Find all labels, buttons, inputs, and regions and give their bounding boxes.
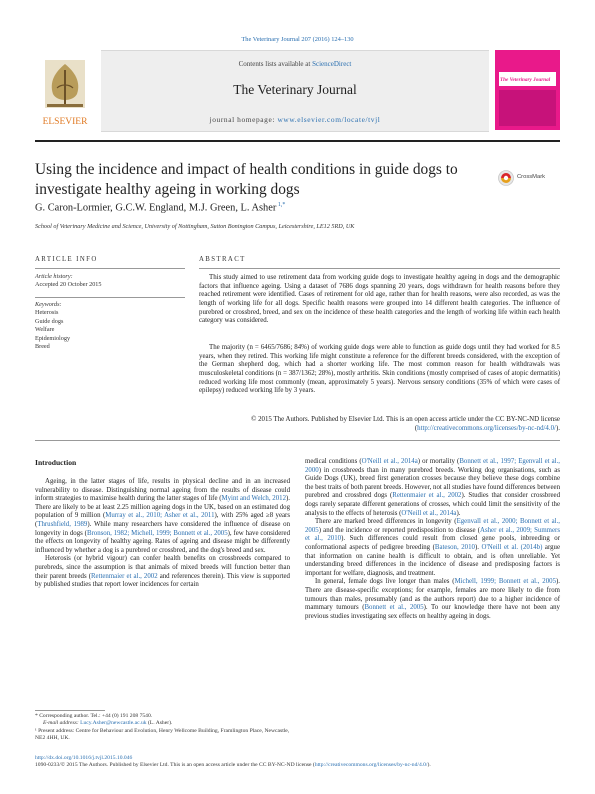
- doi-link[interactable]: http://dx.doi.org/10.1016/j.tvjl.2015.10.046: [35, 755, 133, 761]
- crossmark-label: CrossMark: [517, 174, 546, 180]
- intro-paragraph-4: There are marked breed differences in longevity (Egenvall et al., 2000; Bonnett et al., 2005) and the incidence or reported predisposition to disease (Asher et al., 2009; Summers et al., 2010). Such differences could result from closed gene pools, inbreeding or conformational aspects of pedigree breeding (Bateson, 2010). O'Neill et al. (2014b) argue that information on canine health is difficult to obtain, and is often unreliable. Yet understanding breed differences in the incidence of disease and predisposing factors is important for welfare, diagnosis, and treatment.: [305, 518, 561, 577]
- journal-citation[interactable]: The Veterinary Journal 207 (2016) 124–130: [241, 36, 354, 43]
- issn-license-link[interactable]: http://creativecommons.org/licenses/by-nc-nd/4.0/: [314, 762, 428, 769]
- intro-paragraph-3: medical conditions (O'Neill et al., 2014a) or mortality (Bonnett et al., 1997; Egenvall et al., 2000) in crossbreeds than in many purebred breeds. Working dog organisations, such as Guide Dogs (UK), breed first generation crosses because they believe these dogs combine the best traits of both parent breeds. However, not all studies have found differences between purebred and crossbred dogs (Rettenmaier et al., 2002). Studies that consider crossbreed dogs rarely separate different generations of crosses, which could limit the sensitivity of the analysis to the effects of heterosis (O'Neill et al., 2014a).: [305, 458, 560, 517]
- history-label: Article history:: [35, 273, 73, 280]
- keywords-block: [35, 301, 185, 351]
- article-info-rule: [35, 268, 185, 269]
- sciencedirect-link[interactable]: ScienceDirect: [312, 60, 352, 68]
- footnotes: [35, 713, 290, 743]
- email-note: [35, 720, 290, 727]
- abstract-paragraph: This study aimed to use retirement data from working guide dogs to investigate healthy ageing in dogs and the demographic factors that influence ageing. Using a dataset of 7686 dogs spanning 20 years, dogs withdrawn for health reasons before they reached retirement were identified. Cases of retirement for old age, rather than for health reasons, were also recorded, as was the length of working life for all dogs. Specific health reasons were grouped into 14 different health categories. The influence of purebred or crossbred, breed, and sex on the incidence of these health categories and the length of working life within each health category was considered.: [199, 274, 560, 325]
- intro-paragraph-5: In general, female dogs live longer than males (Michell, 1999; Bonnett et al., 2005). There are disease-specific exceptions; for example, females are more likely to die from tumours than males, presumably (and as the authors report) due to a higher incidence of mammary tumours (Bonnett et al., 2005). To our knowledge there have not been any previous studies investigating sex effects on healthy ageing in dogs.: [305, 578, 560, 620]
- article-info-heading: ARTICLE INFO: [35, 256, 98, 263]
- corresponding-author-note: * Corresponding author. Tel.: +44 (0) 191 208 7540.: [35, 713, 153, 719]
- license-text: © 2015 The Authors. Published by Elsevier Ltd. This is an open access article under the CC BY-NC-ND license (: [251, 416, 560, 432]
- abstract-bottom-rule: [35, 440, 560, 441]
- email-link[interactable]: Lucy.Asher@newcastle.ac.uk: [80, 720, 147, 727]
- author-marks[interactable]: 1,*: [276, 202, 286, 208]
- keywords-label: Keywords:: [35, 301, 62, 308]
- bottom-publication-info: [35, 755, 560, 770]
- journal-header: [35, 50, 560, 130]
- authors: G. Caron-Lormier, G.C.W. England, M.J. Green, L. Asher: [35, 202, 277, 214]
- journal-title: The Veterinary Journal: [233, 82, 357, 97]
- contents-prefix: Contents lists available at: [238, 60, 313, 68]
- header-rule: [35, 140, 560, 142]
- cover-image-block: [499, 90, 556, 126]
- footnote-rule: [35, 710, 105, 711]
- crossmark-icon: [498, 170, 514, 186]
- email-suffix: (L. Asher).: [146, 720, 173, 727]
- license-link[interactable]: http://creativecommons.org/licenses/by-nc-nd/4.0/: [417, 424, 556, 432]
- homepage-prefix: journal homepage:: [209, 115, 278, 124]
- elsevier-logo-icon: [35, 50, 95, 130]
- masthead-box: [101, 50, 489, 132]
- article-history: [35, 273, 185, 290]
- homepage-link[interactable]: www.elsevier.com/locate/tvjl: [277, 115, 381, 124]
- intro-paragraph-1: Ageing, in the latter stages of life, results in physical decline and in an increased vulnerability to disease. Distinguishing normal ageing from the results of disease could inform strategies to maximise health during the latter stages of life (Myint and Welch, 2012). There are likely to be at least 2.25 million ageing dogs in the UK, based on an estimated dog population of 9 million (Murray et al., 2010; Asher et al., 2011), with 25% aged ≥8 years (Thrushfield, 1989). While many researchers have considered the influence of disease on longevity in dogs (Bronson, 1982; Michell, 1999; Bonnett et al., 2005), few have considered the effects on longevity of healthy ageing. Rates of ageing and disease might be differently influenced by whether a dog is a purebred or crossbred, and the dog's breed and sex.: [35, 478, 291, 554]
- keyword: Guide dogs: [35, 317, 64, 325]
- intro-right-column: [305, 458, 560, 621]
- history-rule: [35, 297, 185, 298]
- keyword: Breed: [35, 343, 50, 351]
- abstract-heading: ABSTRACT: [199, 256, 246, 263]
- article-title: Using the incidence and impact of health conditions in guide dogs to investigate healthy ageing in working dogs: [35, 161, 458, 198]
- affiliation: School of Veterinary Medicine and Science, University of Nottingham, Sutton Bonington Campus, Leicestershire, LE12 5RD, UK: [35, 223, 355, 230]
- keyword: Welfare: [35, 326, 55, 334]
- journal-cover-thumbnail: [495, 50, 560, 130]
- publisher-logo-text: ELSEVIER: [42, 117, 88, 127]
- abstract-paragraph: The majority (n = 6465/7686; 84%) of working guide dogs were able to function as guide dogs until they had worked for 8.5 years, when they retired. This working life might constitute a reference for the different breeds considered, with the exception of the German shepherd dog, which had a shorter working life. The most common reason for health withdrawals was musculoskeletal conditions (n = 387/1362; 28%), mostly arthritis. Skin conditions (mostly comprised of cases of atopic dermatitis) reduced working life most commonly (mean, approximately 5 years). Nervous sensory conditions (35% of which were cases of epilepsy) reduced working life by 3 years.: [199, 344, 560, 395]
- contents-line: [101, 60, 489, 68]
- issn-end: ).: [427, 762, 431, 769]
- license-end: ).: [555, 424, 560, 432]
- intro-left-column: [35, 478, 290, 590]
- present-address-note: ¹ Present address: Centre for Behaviour and Evolution, Henry Wellcome Building, Framlington Place, Newcastle, NE2 4HH, UK.: [35, 727, 290, 742]
- journal-homepage: [101, 115, 489, 124]
- introduction-heading: Introduction: [35, 458, 77, 467]
- issn-text: 1090-0233/© 2015 The Authors. Published by Elsevier Ltd. This is an open access article under the CC BY-NC-ND license (: [35, 762, 315, 769]
- keyword: Epidemiology: [35, 334, 71, 342]
- license-statement: [199, 416, 560, 433]
- cover-title: The Veterinary Journal: [500, 77, 551, 83]
- email-label: E-mail address:: [43, 720, 81, 727]
- abstract-rule: [199, 268, 560, 269]
- intro-paragraph-2: Heterosis (or hybrid vigour) can confer health benefits on crossbreeds compared to purebreds, since the assumption is that animals of mixed breeds will function better than their parent breeds (Rettenmaier et al., 2002 and references therein). This view is supported by published studies that report lower incidences for certain: [35, 555, 290, 589]
- crossmark-button[interactable]: [498, 170, 568, 186]
- author-list: [35, 202, 285, 213]
- keyword: Heterosis: [35, 309, 59, 317]
- history-value: Accepted 20 October 2015: [35, 281, 102, 289]
- issn-license-line: [35, 762, 560, 769]
